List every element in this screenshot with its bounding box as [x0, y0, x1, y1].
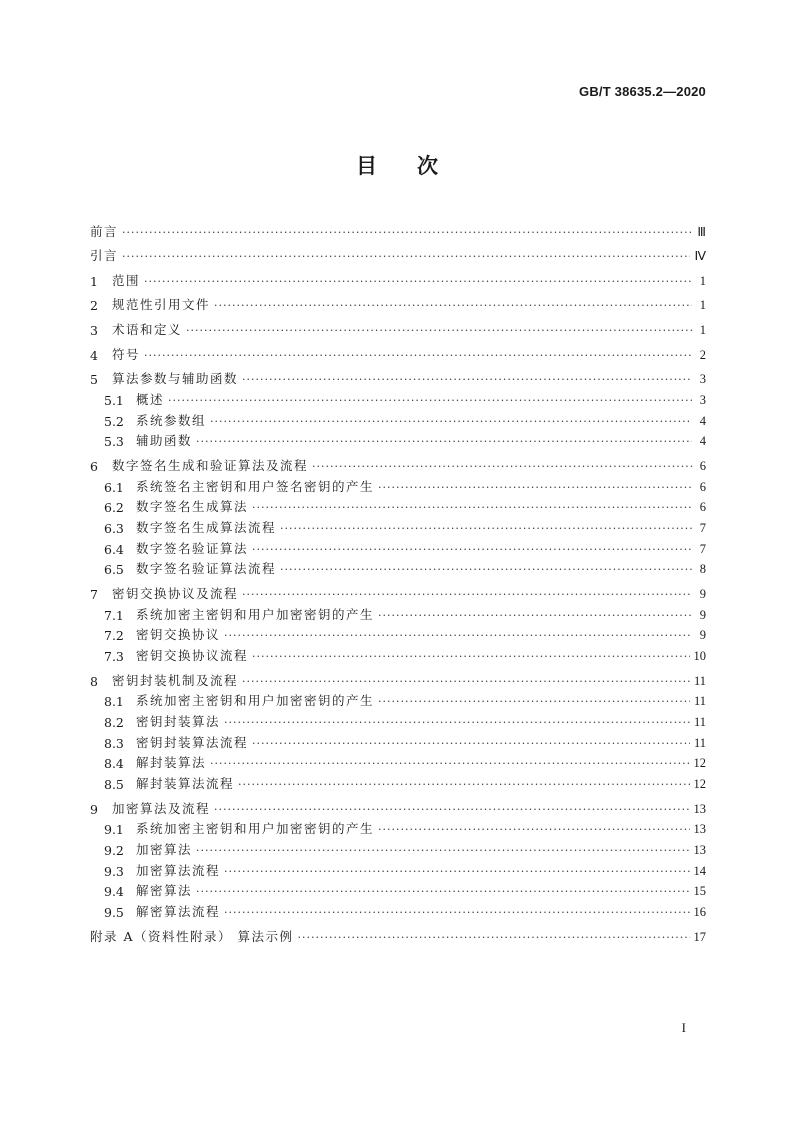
toc-entry-page: Ⅳ [694, 249, 706, 264]
toc-entry-page: 13 [693, 801, 706, 816]
toc-leader-dots [280, 563, 692, 577]
toc-entry[interactable] [90, 449, 706, 474]
toc-leader-dots [378, 481, 692, 495]
toc-leader-dots [252, 650, 689, 664]
toc-entry-title: 概述 [136, 391, 165, 407]
toc-entry-number: 8.2 [104, 714, 124, 730]
toc-leader-dots [378, 609, 692, 623]
toc-entry-page: 12 [693, 756, 706, 771]
toc-entry-title: 加密算法流程 [136, 862, 221, 878]
toc-entry-number: 3 [90, 322, 98, 338]
toc-entry-page: 3 [699, 392, 706, 407]
toc-entry[interactable] [90, 664, 706, 689]
toc-entry-title: 系统加密主密钥和用户加密密钥的产生 [136, 821, 375, 837]
toc-entry-page: 1 [699, 322, 706, 337]
toc-leader-dots [312, 460, 692, 474]
toc-entry-title: 加密算法 [136, 841, 193, 857]
page-number: I [681, 1020, 686, 1035]
toc-entry-number: 7 [90, 586, 98, 602]
toc-entry[interactable] [90, 474, 706, 495]
toc-entry-page: 9 [699, 607, 706, 622]
standard-code: GB/T 38635.2—2020 [579, 84, 706, 99]
toc-leader-dots [144, 275, 692, 289]
toc-entry-page: 11 [693, 694, 706, 709]
toc-entry-page: 10 [693, 648, 706, 663]
toc-entry-number: 7.2 [104, 628, 124, 644]
toc-entry-title: 密钥封装算法 [136, 713, 221, 729]
toc-entry-page: 9 [699, 586, 706, 601]
toc-entry-number: 6 [90, 458, 98, 474]
toc-leader-dots [168, 394, 692, 408]
toc-entry[interactable] [90, 313, 706, 338]
toc-entry-page: 7 [699, 520, 706, 535]
toc-entry-page: 14 [693, 863, 706, 878]
toc-entry-number: 8.1 [104, 694, 124, 710]
toc-entry-title: 系统参数组 [136, 412, 207, 428]
toc-entry[interactable] [90, 709, 706, 730]
toc-entry[interactable] [90, 429, 706, 450]
toc-leader-dots [252, 501, 692, 515]
toc-leader-dots [224, 906, 689, 920]
toc-entry[interactable] [90, 264, 706, 289]
toc-entry-number: 8.4 [104, 756, 124, 772]
toc-entry-number: 6.1 [104, 479, 124, 495]
toc-leader-dots [186, 324, 692, 338]
toc-leader-dots [242, 588, 692, 602]
toc-entry-title: 密钥交换协议流程 [136, 647, 249, 663]
toc-entry[interactable] [90, 771, 706, 792]
toc-entry-number: 6.2 [104, 500, 124, 516]
toc-entry-page: 15 [693, 884, 706, 899]
toc-leader-dots [214, 803, 689, 817]
toc-leader-dots [210, 415, 692, 429]
title-char-2: 次 [417, 154, 438, 178]
toc-entry-title: 算法参数与辅助函数 [112, 371, 239, 387]
toc-leader-dots [224, 716, 690, 730]
toc-entry-title: 前言 [90, 223, 119, 239]
toc-entry-title: 系统签名主密钥和用户签名密钥的产生 [136, 478, 375, 494]
toc-entry-title: 数字签名生成和验证算法及流程 [112, 457, 309, 473]
toc-leader-dots [196, 435, 692, 449]
toc-entry-title: 密钥交换协议 [136, 627, 221, 643]
toc-leader-dots [280, 522, 692, 536]
toc-entry[interactable] [90, 858, 706, 879]
toc-entry[interactable] [90, 817, 706, 838]
toc-entry-title: 密钥交换协议及流程 [112, 585, 239, 601]
toc-entry-page: 6 [699, 458, 706, 473]
toc-entry-page: 4 [699, 434, 706, 449]
toc-entry-title: 引言 [90, 248, 119, 264]
toc-entry-number: 8 [90, 673, 98, 689]
toc-entry-title: 附录 A（资料性附录） 算法示例 [90, 928, 294, 944]
toc-entry-number: 9.2 [104, 842, 124, 858]
toc-leader-dots [252, 543, 692, 557]
table-of-contents [90, 215, 706, 945]
toc-entry[interactable] [90, 363, 706, 388]
toc-entry-page: 4 [699, 413, 706, 428]
toc-entry-title: 加密算法及流程 [112, 800, 211, 816]
toc-leader-dots [214, 299, 692, 313]
toc-entry-title: 数字签名验证算法流程 [136, 561, 277, 577]
toc-entry[interactable] [90, 920, 706, 945]
toc-entry-number: 9.1 [104, 822, 124, 838]
toc-entry-number: 9 [90, 801, 98, 817]
toc-entry-page: 17 [693, 929, 706, 944]
toc-entry-page: 13 [693, 822, 706, 837]
toc-entry-number: 7.3 [104, 648, 124, 664]
toc-entry[interactable] [90, 837, 706, 858]
toc-entry-title: 术语和定义 [112, 321, 183, 337]
page-title [0, 150, 794, 180]
toc-leader-dots [378, 823, 689, 837]
toc-entry-page: 11 [693, 714, 706, 729]
toc-entry-number: 5.1 [104, 392, 124, 408]
toc-entry[interactable] [90, 215, 706, 240]
toc-entry-number: 6.3 [104, 520, 124, 536]
toc-entry-page: Ⅲ [697, 224, 706, 239]
toc-entry-page: 16 [693, 904, 706, 919]
toc-entry-number: 8.3 [104, 735, 124, 751]
toc-entry[interactable] [90, 899, 706, 920]
toc-entry-page: 11 [693, 673, 706, 688]
toc-entry-title: 数字签名生成算法 [136, 499, 249, 515]
toc-entry-title: 解封装算法 [136, 755, 207, 771]
toc-leader-dots [196, 885, 689, 899]
toc-entry-number: 2 [90, 298, 98, 314]
toc-entry[interactable] [90, 536, 706, 557]
toc-leader-dots [242, 675, 690, 689]
toc-entry-page: 12 [693, 776, 706, 791]
toc-entry-number: 6.4 [104, 541, 124, 557]
toc-entry-number: 9.3 [104, 863, 124, 879]
toc-entry-title: 系统加密主密钥和用户加密密钥的产生 [136, 693, 375, 709]
toc-entry-number: 8.5 [104, 776, 124, 792]
toc-leader-dots [242, 373, 692, 387]
toc-leader-dots [238, 778, 689, 792]
toc-entry-page: 1 [699, 298, 706, 313]
toc-entry-title: 密钥封装机制及流程 [112, 672, 239, 688]
toc-entry[interactable] [90, 751, 706, 772]
toc-entry-title: 规范性引用文件 [112, 297, 211, 313]
toc-entry[interactable] [90, 577, 706, 602]
toc-entry[interactable] [90, 240, 706, 265]
toc-entry[interactable] [90, 643, 706, 664]
toc-entry-page: 8 [699, 562, 706, 577]
toc-entry-title: 数字签名验证算法 [136, 540, 249, 556]
toc-entry[interactable] [90, 689, 706, 710]
toc-entry[interactable] [90, 623, 706, 644]
toc-entry[interactable] [90, 338, 706, 363]
toc-leader-dots [196, 844, 689, 858]
toc-entry-title: 范围 [112, 272, 141, 288]
toc-entry[interactable] [90, 602, 706, 623]
toc-entry[interactable] [90, 515, 706, 536]
toc-entry-number: 4 [90, 347, 98, 363]
toc-entry-page: 13 [693, 842, 706, 857]
toc-entry-title: 辅助函数 [136, 433, 193, 449]
toc-entry-number: 5.2 [104, 413, 124, 429]
toc-entry-page: 2 [699, 347, 706, 362]
toc-entry-title: 解密算法流程 [136, 903, 221, 919]
toc-entry-number: 5 [90, 372, 98, 388]
title-char-1: 目 [356, 154, 377, 178]
toc-entry-title: 符号 [112, 346, 141, 362]
toc-leader-dots [297, 931, 689, 945]
toc-leader-dots [378, 695, 690, 709]
toc-entry-page: 3 [699, 372, 706, 387]
toc-leader-dots [210, 757, 689, 771]
toc-entry-number: 1 [90, 273, 98, 289]
toc-entry[interactable] [90, 792, 706, 817]
toc-entry-page: 1 [699, 273, 706, 288]
toc-entry-title: 解密算法 [136, 883, 193, 899]
toc-entry-page: 9 [699, 628, 706, 643]
toc-entry-page: 6 [699, 479, 706, 494]
toc-entry-number: 6.5 [104, 562, 124, 578]
toc-entry[interactable] [90, 557, 706, 578]
toc-entry-page: 11 [693, 735, 706, 750]
toc-leader-dots [224, 865, 689, 879]
toc-entry-number: 9.4 [104, 884, 124, 900]
toc-leader-dots [122, 250, 690, 264]
toc-entry-title: 系统加密主密钥和用户加密密钥的产生 [136, 606, 375, 622]
toc-leader-dots [122, 226, 692, 240]
toc-entry[interactable] [90, 387, 706, 408]
toc-leader-dots [252, 737, 690, 751]
toc-entry-number: 7.1 [104, 607, 124, 623]
toc-entry-page: 7 [699, 541, 706, 556]
toc-entry[interactable] [90, 730, 706, 751]
toc-entry[interactable] [90, 879, 706, 900]
toc-leader-dots [224, 629, 692, 643]
toc-entry-number: 9.5 [104, 904, 124, 920]
toc-entry-number: 5.3 [104, 434, 124, 450]
toc-entry[interactable] [90, 289, 706, 314]
toc-entry[interactable] [90, 495, 706, 516]
toc-entry-title: 解封装算法流程 [136, 775, 235, 791]
toc-entry-title: 密钥封装算法流程 [136, 734, 249, 750]
toc-entry-title: 数字签名生成算法流程 [136, 519, 277, 535]
toc-entry[interactable] [90, 408, 706, 429]
toc-leader-dots [144, 349, 692, 363]
toc-entry-page: 6 [699, 500, 706, 515]
